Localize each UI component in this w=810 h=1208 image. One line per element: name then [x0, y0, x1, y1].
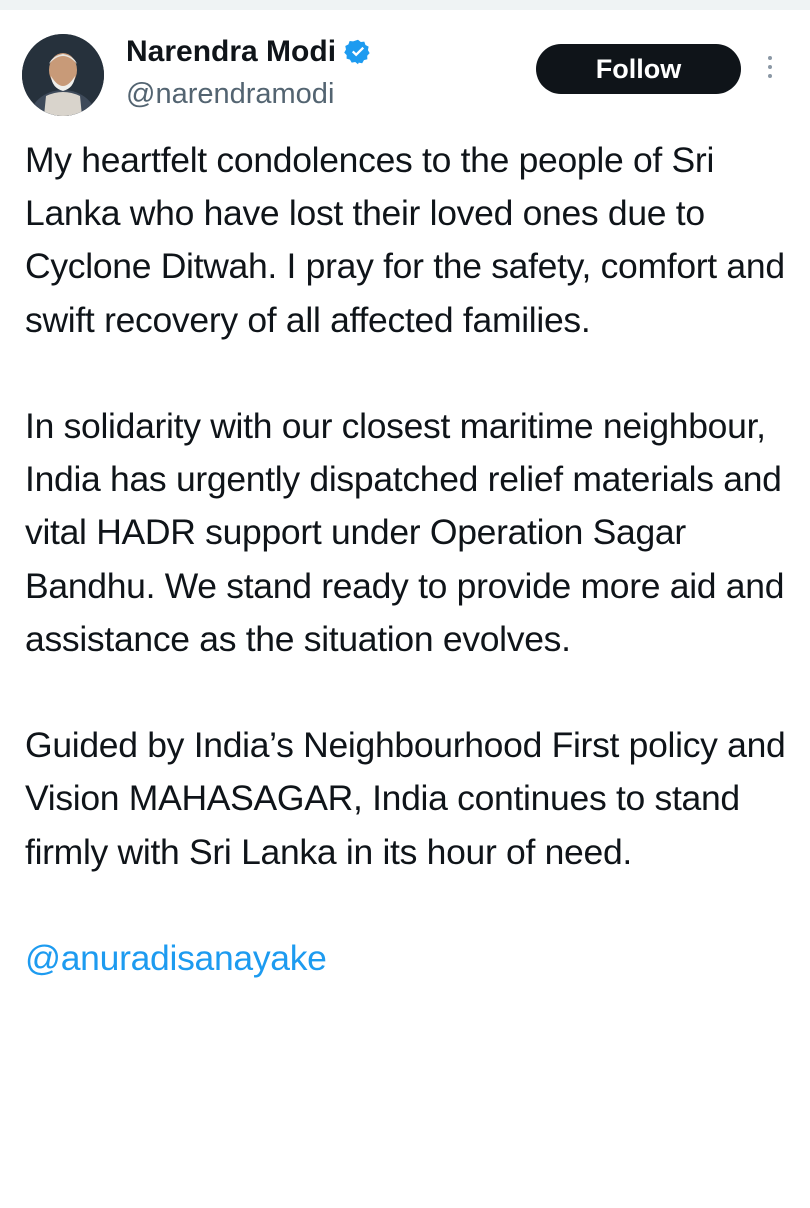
post-header	[22, 30, 788, 120]
paragraph-spacer	[25, 347, 795, 400]
more-dot	[768, 56, 772, 60]
paragraph-spacer	[25, 879, 795, 932]
mention-link[interactable]: @anuradisanayake	[25, 938, 327, 978]
top-divider	[0, 0, 810, 10]
post-mention-line	[25, 932, 795, 985]
avatar-portrait-icon	[22, 34, 104, 116]
author-block	[126, 32, 506, 114]
paragraph-spacer	[25, 666, 795, 719]
follow-button[interactable]: Follow	[536, 44, 741, 94]
more-dot	[768, 65, 772, 69]
more-dot	[768, 74, 772, 78]
post-paragraph-2: In solidarity with our closest maritime neighbour, India has urgently dispatched relief materials and vital HADR support under Operation Sagar Bandhu. We stand ready to provide more aid and assistance as the situation evolves.	[25, 406, 785, 659]
author-handle[interactable]: @narendramodi	[126, 78, 335, 110]
post-paragraph-1: My heartfelt condolences to the people of Sri Lanka who have lost their loved ones due to Cyclone Ditwah. I pray for the safety, comfort and swift recovery of all affected families.	[25, 140, 785, 340]
post-text	[25, 134, 795, 985]
more-options-icon[interactable]	[762, 52, 778, 88]
post-paragraph-3: Guided by India’s Neighbourhood First policy and Vision MAHASAGAR, India continues to stand firmly with Sri Lanka in its hour of need.	[25, 725, 786, 872]
avatar[interactable]	[22, 34, 104, 116]
author-display-name[interactable]: Narendra Modi	[126, 35, 337, 68]
verified-badge-icon	[344, 38, 372, 66]
author-name-row	[126, 32, 506, 72]
